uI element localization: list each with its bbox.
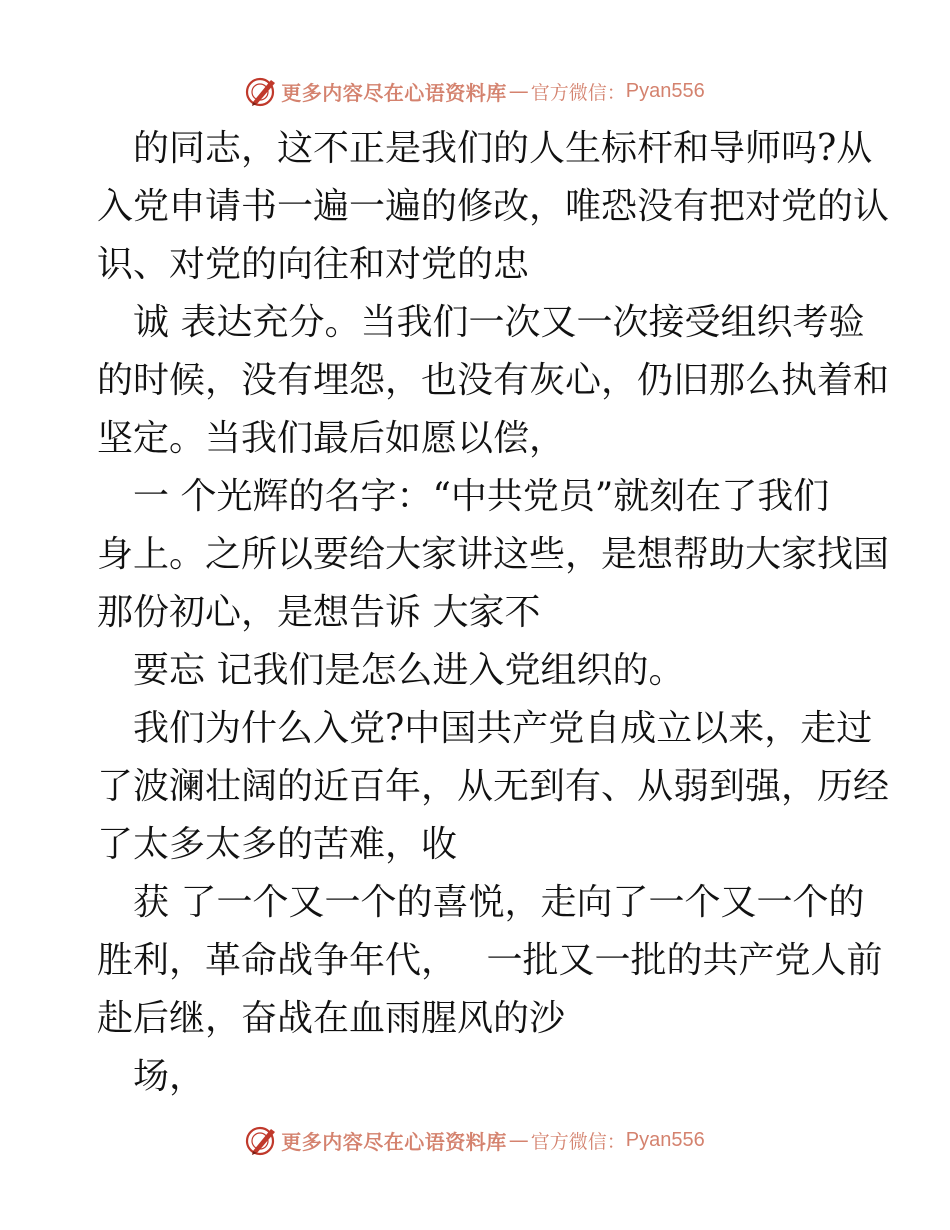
text-line: 诚 表达充分。当我们一次又一次接受组织考验 [97, 302, 865, 343]
banner-text: 更多内容尽在心语资料库 [281, 80, 507, 105]
pen-logo-icon [245, 1123, 279, 1157]
text-line: 识、对党的向往和对党的忠 [97, 244, 530, 285]
pen-logo-icon [245, 74, 279, 108]
text-line: 我们为什么入党?中国共产党自成立以来，走过 [97, 708, 873, 749]
text-line: 了波澜壮阔的近百年，从无到有、从弱到强，历经 [97, 766, 890, 807]
text-line: 赴后继，奋战在血雨腥风的沙 [97, 998, 566, 1039]
footer-watermark-banner [0, 1120, 950, 1160]
text-line: 场， [97, 1056, 206, 1097]
banner-wechat-id: Pyan556 [625, 79, 705, 102]
document-body [97, 120, 890, 1106]
text-line: 要忘 记我们是怎么进入党组织的。 [97, 650, 685, 691]
banner-text: 更多内容尽在心语资料库 [281, 1129, 507, 1154]
header-watermark-banner [0, 71, 950, 111]
text-line: 胜利，革命战争年代， 一批又一批的共产党人前 [97, 940, 883, 981]
text-line: 的同志，这不正是我们的人生标杆和导师吗?从 [97, 128, 873, 169]
text-line: 了太多太多的苦难，收 [97, 824, 458, 865]
text-line: 一 个光辉的名字：“中共党员”就刻在了我们 [97, 476, 830, 517]
text-line: 坚定。当我们最后如愿以偿， [97, 418, 566, 459]
text-line: 入党申请书一遍一遍的修改，唯恐没有把对党的认 [97, 186, 890, 227]
text-line: 那份初心，是想告诉 大家不 [97, 592, 541, 633]
banner-separator: — [508, 1128, 529, 1152]
text-line: 身上。之所以要给大家讲这些，是想帮助大家找国 [97, 534, 890, 575]
text-line: 的时候，没有埋怨，也没有灰心，仍旧那么执着和 [97, 360, 890, 401]
banner-separator: — [508, 79, 529, 103]
text-line: 获 了一个又一个的喜悦，走向了一个又一个的 [97, 882, 865, 923]
banner-official-label: 官方微信： [530, 81, 626, 104]
banner-official-label: 官方微信： [530, 1130, 626, 1153]
banner-wechat-id: Pyan556 [625, 1128, 705, 1151]
